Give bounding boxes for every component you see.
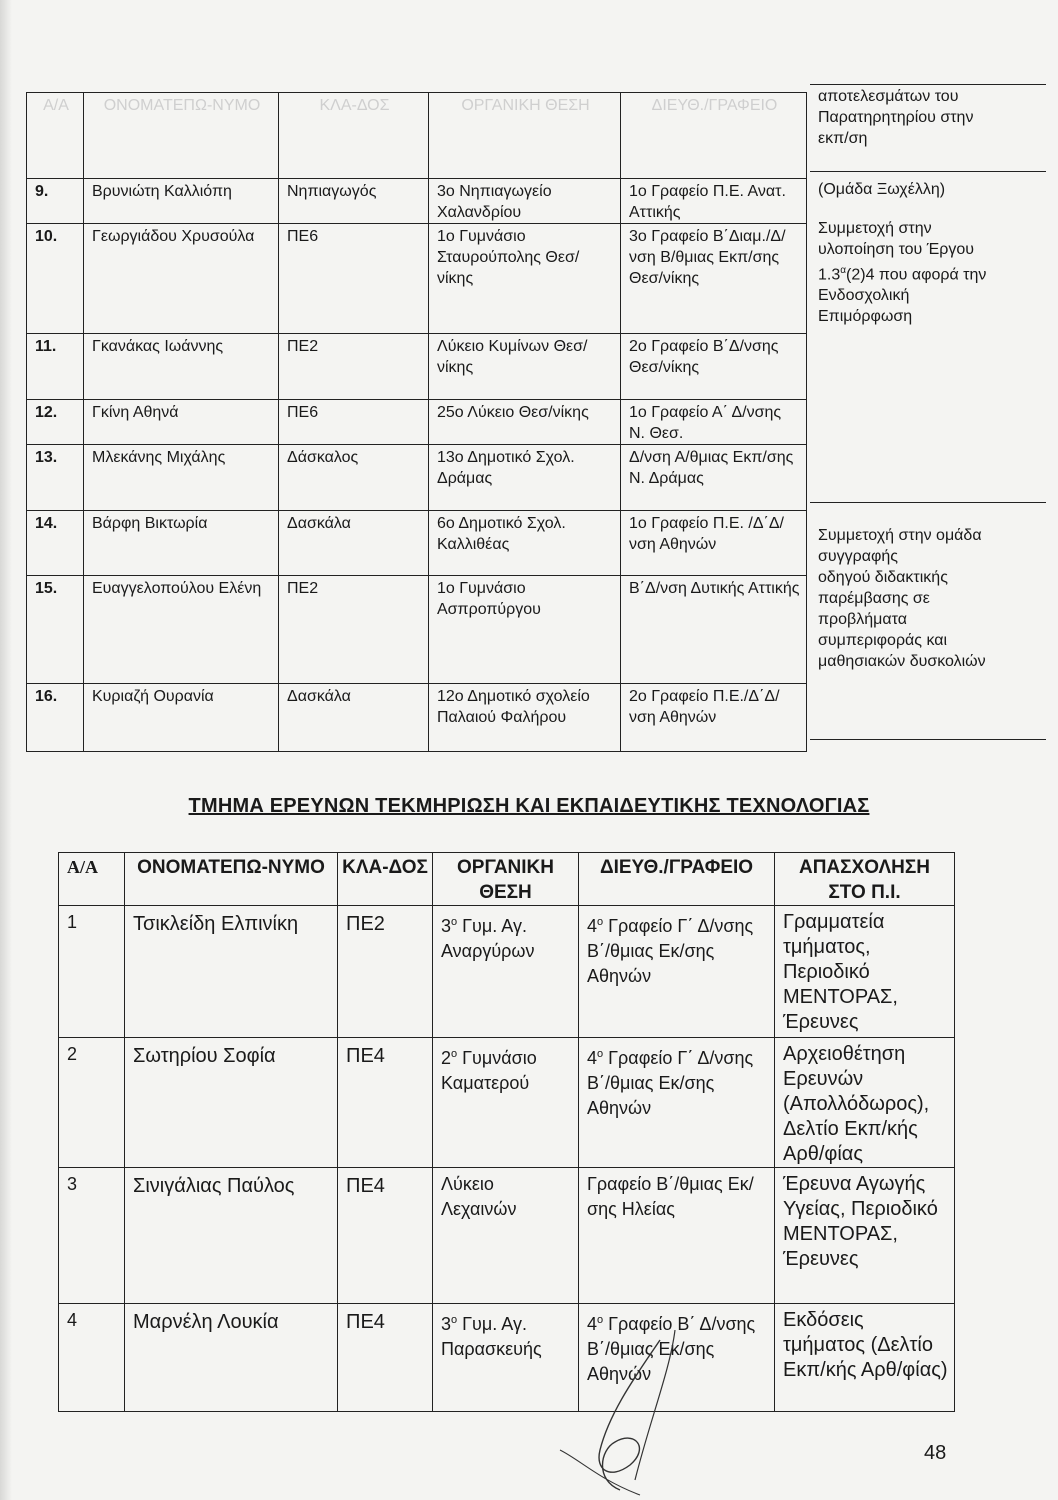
table-row: 4 Μαρνέλη Λουκία ΠΕ4 $3^o$ Γυμ. Αγ. Παρασκευής $4^o$ Γραφείο Β΄ Δ/νσης Β΄/θμιας Εκ/σης Αθηνών Εκδόσεις τμήματος (Δελτίο Εκπ/κής Αρθ/φίας) <box>59 1304 955 1412</box>
col-header-name: ΟΝΟΜΑΤΕΠΩ-ΝΥΜΟ <box>125 853 338 906</box>
table-row: 14. Βάρφη Βικτωρία Δασκάλα 6ο Δημοτικό Σχολ. Καλλιθέας 1ο Γραφείο Π.Ε. /Δ΄Δ/νση Αθηνών <box>27 511 807 576</box>
table-row: 11. Γκανάκας Ιωάννης ΠΕ2 Λύκειο Κυμίνων Θεσ/νίκης 2ο Γραφείο Β΄Δ/νσης Θεσ/νίκης <box>27 334 807 400</box>
apasxolisi-cell-2: (Ομάδα Ξωχέλλη) <box>818 181 946 198</box>
table-row: 12. Γκίνη Αθηνά ΠΕ6 25ο Λύκειο Θεσ/νίκης 1ο Γραφείο Α΄ Δ/νσης Ν. Θεσ. <box>27 400 807 445</box>
apasxolisi-cell-1: αποτελεσμάτων του Παρατηρητηρίου στην εκπ/ση <box>818 88 974 147</box>
table-row: 3 Σινιγάλιας Παύλος ΠΕ4 Λύκειο Λεχαινών Γραφείο Β΄/θμιας Εκ/σης Ηλείας Έρευνα Αγωγής Υγείας, Περιοδικό ΜΕΝΤΟΡΑΣ, Έρευνες <box>59 1168 955 1304</box>
table-row: 16. Κυριαζή Ουρανία Δασκάλα 12ο Δημοτικό σχολείο Παλαιού Φαλήρου 2ο Γραφείο Π.Ε./Δ΄Δ/νση Αθηνών <box>27 684 807 752</box>
handwritten-signature <box>540 1330 750 1500</box>
staff-table-top <box>26 92 807 752</box>
table-row: 13. Μλεκάνης Μιχάλης Δάσκαλος 13ο Δημοτικό Σχολ. Δράμας Δ/νση Α/θμιας Εκπ/σης Ν. Δράμας <box>27 445 807 511</box>
col-header-dieythynsi: ΔΙΕΥΘ./ΓΡΑΦΕΙΟ <box>579 853 775 906</box>
apasxolisi-cell-3: Συμμετοχή στην υλοποίηση του Έργου $1.3^\alpha(2)4$ που αφορά την Ενδοσχολική Επιμόρφωση <box>818 220 987 326</box>
page-number: 48 <box>924 1442 947 1464</box>
col-header-klados: ΚΛΑ-ΔΟΣ <box>338 853 433 906</box>
section-title: ΤΜΗΜΑ ΕΡΕΥΝΩΝ ΤΕΚΜΗΡΙΩΣΗ ΚΑΙ ΕΚΠΑΙΔΕΥΤΙΚΗΣ ΤΕΧΝΟΛΟΓΙΑΣ <box>188 795 870 817</box>
ghost-header-row: Α/Α ΟΝΟΜΑΤΕΠΩ-ΝΥΜΟ ΚΛΑ-ΔΟΣ ΟΡΓΑΝΙΚΗ ΘΕΣΗ ΔΙΕΥΘ./ΓΡΑΦΕΙΟ <box>27 93 807 179</box>
divider <box>810 84 1046 85</box>
divider <box>810 739 1046 740</box>
table-row: 9. Βρυνιώτη Καλλιόπη Νηπιαγωγός 3ο Νηπιαγωγείο Χαλανδρίου 1ο Γραφείο Π.Ε. Ανατ. Αττικής <box>27 179 807 224</box>
table-row: 10. Γεωργιάδου Χρυσούλα ΠΕ6 1ο Γυμνάσιο Σταυρούπολης Θεσ/νίκης 3ο Γραφείο Β΄Διαμ./Δ/νση Β/θμιας Εκπ/σης Θεσ/νίκης <box>27 224 807 334</box>
col-header-organiki: ΟΡΓΑΝΙΚΗ ΘΕΣΗ <box>433 853 579 906</box>
table-header-row <box>59 853 955 906</box>
table-row: 1 Τσικλείδη Ελπινίκη ΠΕ2 $3^o$ Γυμ. Αγ. Αναργύρων $4^o$ Γραφείο Γ΄ Δ/νσης Β΄/θμιας Εκ/σης Αθηνών Γραμματεία τμήματος, Περιοδικό ΜΕΝΤΟΡΑΣ, Έρευνες <box>59 906 955 1038</box>
apasxolisi-cell-4: Συμμετοχή στην ομάδα συγγραφής οδηγού διδακτικής παρέμβασης σε προβλήματα συμπεριφοράς και μαθησιακών δυσκολιών <box>818 527 986 670</box>
page-edge <box>0 0 12 1500</box>
col-header-aa: Α/Α <box>59 853 125 906</box>
divider <box>810 171 1046 172</box>
table-row: 2 Σωτηρίου Σοφία ΠΕ4 $2^o$ Γυμνάσιο Καματερού $4^o$ Γραφείο Γ΄ Δ/νσης Β΄/θμιας Εκ/σης Αθηνών Αρχειοθέτηση Ερευνών (Απολλόδωρος), Δελτίο Εκπ/κής Αρθ/φίας <box>59 1038 955 1168</box>
divider <box>810 502 1046 503</box>
col-header-apasxolisi: ΑΠΑΣΧΟΛΗΣΗ ΣΤΟ Π.Ι. <box>775 853 955 906</box>
staff-table-research <box>58 852 955 1412</box>
table-row: 15. Ευαγγελοπούλου Ελένη ΠΕ2 1ο Γυμνάσιο Ασπροπύργου Β΄Δ/νση Δυτικής Αττικής <box>27 576 807 684</box>
